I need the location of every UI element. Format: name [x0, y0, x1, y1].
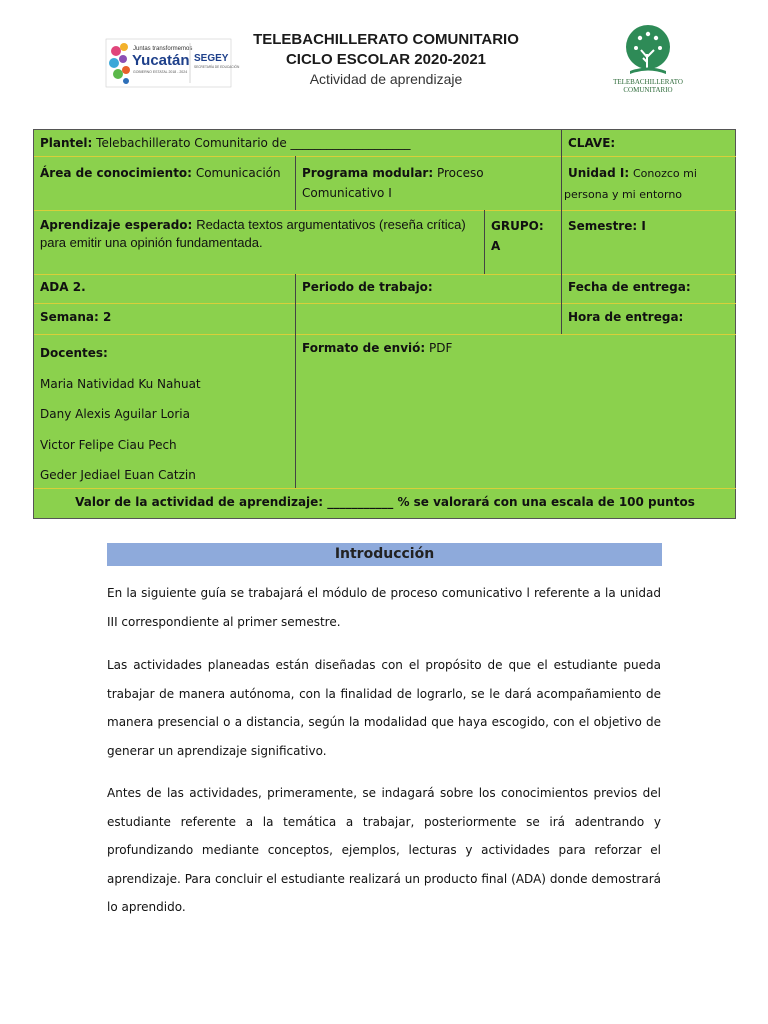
- fecha-label: Fecha de entrega:: [568, 280, 691, 294]
- tree-book-icon: [610, 24, 686, 96]
- grupo-label: GRUPO: A: [491, 219, 544, 253]
- programa-label: Programa modular:: [302, 166, 434, 180]
- unidad-cell: [562, 161, 736, 207]
- plantel-value: Telebachillerato Comunitario de ____________________: [96, 136, 411, 150]
- docente-name: Maria Natividad Ku Nahuat: [40, 376, 201, 391]
- plantel-cell: [34, 131, 561, 155]
- aprendizaje-cell: [34, 214, 484, 254]
- hora-label: Hora de entrega:: [568, 310, 684, 324]
- unidad-value-1: Conozco mi: [632, 167, 697, 180]
- area-cell: [34, 161, 295, 185]
- formato-cell: [296, 336, 736, 360]
- programa-value-2: Comunicativo I: [302, 186, 392, 200]
- yucatan-segey-logo: [106, 39, 240, 87]
- programa-value-1: Proceso: [436, 166, 484, 180]
- semana-label: Semana: 2: [40, 310, 112, 324]
- docentes-label: Docentes:: [40, 346, 108, 360]
- aprendizaje-value-1: Redacta textos argumentativos (reseña crítica): [196, 217, 466, 232]
- logo-right-text-1: TELEBACHILLERATO: [613, 78, 683, 86]
- unidad-label: Unidad I:: [568, 166, 630, 180]
- header-subtitle: Actividad de aprendizaje: [309, 71, 463, 87]
- intro-paragraph-2: Las actividades planeadas están diseñadas con el propósito de que el estudiante pueda trabajar de manera autónoma, con la finalidad de lograrlo, se le dará acompañamiento de manera presencial o a distancia, según la modalidad que haya escogido, con el objetivo de generar un aprendizaje significativo.: [107, 658, 661, 758]
- aprendizaje-label: Aprendizaje esperado:: [40, 218, 193, 232]
- logo-left-text-2: Yucatán: [132, 52, 190, 69]
- semestre-label: Semestre: I: [568, 219, 646, 233]
- formato-value: PDF: [429, 341, 453, 355]
- area-value: Comunicación: [195, 166, 281, 180]
- yucatan-emblem-icon: [106, 39, 240, 87]
- periodo-label: Periodo de trabajo:: [302, 280, 433, 294]
- logo-left-text-4: SEGEY: [194, 53, 229, 64]
- clave-label: CLAVE:: [568, 136, 616, 150]
- valor-actividad: Valor de la actividad de aprendizaje: ___________ % se valorará con una escala de 100 puntos: [75, 495, 695, 509]
- logo-left-text-1: Juntas transformemos: [133, 46, 193, 52]
- document-header: [230, 30, 542, 89]
- header-cycle: CICLO ESCOLAR 2020-2021: [285, 51, 487, 68]
- ada-label: ADA 2.: [40, 280, 86, 294]
- docente-name: Dany Alexis Aguilar Loria: [40, 407, 190, 421]
- intro-paragraph-3: Antes de las actividades, primeramente, se indagará sobre los conocimientos previos del estudiante referente a la temática a trabajar, posteriormente se irá adentrando y profundizando mediante conceptos, ejemplos, lecturas y actividades para reforzar el aprendizaje. Para concluir el estudiante realizará un producto final (ADA) donde demostrará lo aprendido.: [107, 786, 661, 914]
- logo-right-text-2: COMUNITARIO: [623, 86, 673, 94]
- aprendizaje-value-2: para emitir una opinión fundamentada.: [40, 235, 263, 250]
- docente-name: Geder Jediael Euan Catzin: [40, 468, 196, 482]
- header-title: TELEBACHILLERATO COMUNITARIO: [253, 31, 519, 48]
- area-label: Área de conocimiento:: [40, 166, 192, 180]
- logo-left-text-3: GOBIERNO ESTATAL 2018 - 2024: [133, 70, 188, 74]
- formato-label: Formato de envió:: [302, 341, 426, 355]
- docente-name: Victor Felipe Ciau Pech: [40, 437, 177, 452]
- logo-left-text-5: SECRETARÍA DE EDUCACIÓN: [194, 65, 240, 69]
- intro-paragraph-1: En la siguiente guía se trabajará el módulo de proceso comunicativo l referente a la unidad III correspondiente al primer semestre.: [107, 586, 661, 629]
- telebachillerato-logo: [610, 24, 686, 96]
- programa-cell: [296, 161, 561, 205]
- docentes-cell: [34, 336, 295, 493]
- unidad-value-2: persona y mi entorno: [564, 188, 683, 201]
- plantel-label: Plantel:: [40, 136, 93, 150]
- intro-heading: Introducción: [107, 543, 662, 566]
- activity-info-table: [33, 129, 736, 519]
